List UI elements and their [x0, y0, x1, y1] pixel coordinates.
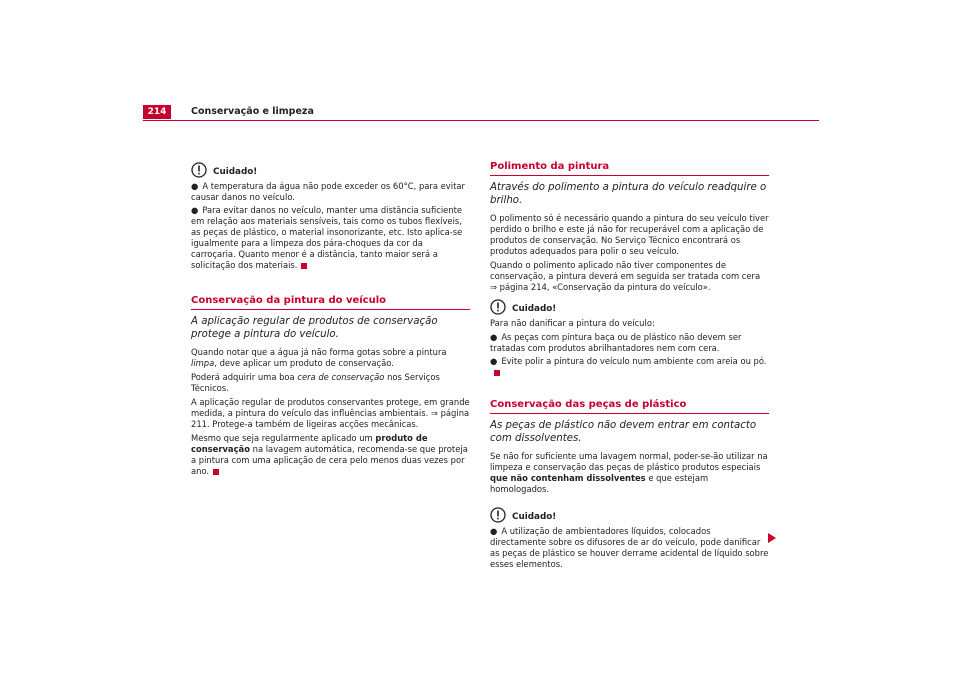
- paragraph: [191, 347, 470, 369]
- emphasis-text: cera de conservação: [297, 372, 385, 382]
- section-paint-care: [191, 294, 470, 477]
- header-rule: [143, 120, 819, 121]
- caution-title: Cuidado!: [213, 167, 258, 177]
- text-run: e que estejam homologados.: [490, 473, 709, 494]
- bullet-dot: ●: [490, 526, 498, 536]
- caution-heading: [191, 160, 470, 178]
- caution-bullet-text: Evite polir a pintura do veículo num ambiente com areia ou pó.: [501, 356, 767, 366]
- section-title: Conservação das peças de plástico: [490, 399, 687, 410]
- bullet-dot: ●: [191, 181, 199, 191]
- caution-bullet: [490, 526, 769, 570]
- bold-text: que não contenham dissolventes: [490, 473, 646, 483]
- section-rule: [490, 413, 769, 414]
- caution-heading: [490, 297, 769, 315]
- end-of-section-mark: [301, 263, 307, 269]
- section-polishing: [490, 160, 769, 293]
- warning-exclamation-icon: [490, 507, 506, 523]
- left-column: [191, 160, 470, 480]
- caution-bullet-text: A utilização de ambientadores líquidos, colocados directamente sobre os difusores de ar do veículo, pode danificar as peças de plástico se houver derrame acidental de líquido sobre esses elementos.: [490, 526, 769, 569]
- emphasis-text: limpa: [191, 358, 215, 368]
- section-rule: [490, 175, 769, 176]
- paragraph: O polimento só é necessário quando a pintura do seu veículo tiver perdido o brilho e este já não for recuperável com a aplicação de produtos de conservação. No Serviço Técnico encontrará os produtos adequados para polir o seu veículo.: [490, 213, 769, 256]
- text-run: , deve aplicar um produto de conservação.: [214, 358, 394, 368]
- text-run: Mesmo que seja regularmente aplicado um: [191, 433, 376, 443]
- caution-bullet-text: As peças com pintura baça ou de plástico não devem ser tratadas com produtos abrilhantadores nem com cera.: [490, 332, 742, 353]
- page-number: 214: [143, 105, 171, 119]
- section-plastic-care: [490, 398, 769, 495]
- section-lead: A aplicação regular de produtos de conservação protege a pintura do veículo.: [191, 316, 438, 340]
- caution-box-polishing: [490, 297, 769, 378]
- caution-bullet: [490, 332, 769, 354]
- caution-box-plastic: [490, 505, 769, 570]
- bullet-dot: ●: [191, 205, 199, 215]
- right-column: [490, 160, 769, 572]
- running-header-title: Conservação e limpeza: [191, 106, 314, 117]
- section-title: Polimento da pintura: [490, 161, 610, 172]
- caution-box-water-temperature: [191, 160, 470, 271]
- section-rule: [191, 309, 470, 310]
- warning-exclamation-icon: [490, 299, 506, 315]
- bold-text: produto de conservação: [191, 433, 428, 454]
- text-run: Se não for suficiente uma lavagem normal, poder-se-ão utilizar na limpeza e conservação das peças de plástico produtos especiais: [490, 451, 768, 472]
- text-run: Poderá adquirir uma boa: [191, 372, 298, 382]
- paragraph: [191, 372, 470, 394]
- section-lead: Através do polimento a pintura do veículo readquire o brilho.: [490, 182, 767, 206]
- warning-exclamation-icon: [191, 162, 207, 178]
- bullet-dot: ●: [490, 332, 498, 342]
- end-of-section-mark: [494, 370, 500, 376]
- caution-title: Cuidado!: [512, 304, 557, 314]
- paragraph: Quando o polimento aplicado não tiver componentes de conservação, a pintura deverá em seguida ser tratada com cera ⇒ página 214, «Conservação da pintura do veículo».: [490, 260, 761, 292]
- bullet-dot: ●: [490, 356, 498, 366]
- paragraph: [191, 433, 470, 477]
- caution-bullet: [490, 356, 769, 378]
- caution-title: Cuidado!: [512, 512, 557, 522]
- caution-bullet-text: A temperatura da água não pode exceder os 60°C, para evitar causar danos no veículo.: [191, 181, 465, 202]
- paragraph: A aplicação regular de produtos conservantes protege, em grande medida, a pintura do veículo das influências ambientais. ⇒ página 211. Protege-a também de ligeiras acções mecânicas.: [191, 397, 470, 429]
- section-title: Conservação da pintura do veículo: [191, 295, 387, 306]
- caution-bullet: [191, 205, 470, 271]
- caution-bullet: [191, 181, 470, 203]
- next-page-arrow-icon[interactable]: [768, 533, 776, 543]
- caution-heading: [490, 505, 769, 523]
- text-run: Quando notar que a água já não forma gotas sobre a pintura: [191, 347, 447, 357]
- caution-intro: Para não danificar a pintura do veículo:: [490, 318, 655, 328]
- caution-bullet-text: Para evitar danos no veículo, manter uma distância suficiente em relação aos materiais sensíveis, tais como os tubos flexíveis, as peças de plástico, o material insonorizante, etc. Isto aplica-se igualmente para a limpeza dos pára-choques da cor da carroçaria. Quanto menor é a distância, tanto maior será a solicitação dos materiais.: [191, 205, 463, 270]
- end-of-section-mark: [213, 469, 219, 475]
- paragraph: [490, 451, 769, 495]
- text-run: na lavagem automática, recomenda-se que proteja a pintura com uma aplicação de cera pelo menos duas vezes por ano.: [191, 444, 468, 476]
- text-run: nos Serviços Técnicos.: [191, 372, 440, 393]
- section-lead: As peças de plástico não devem entrar em contacto com dissolventes.: [490, 420, 757, 444]
